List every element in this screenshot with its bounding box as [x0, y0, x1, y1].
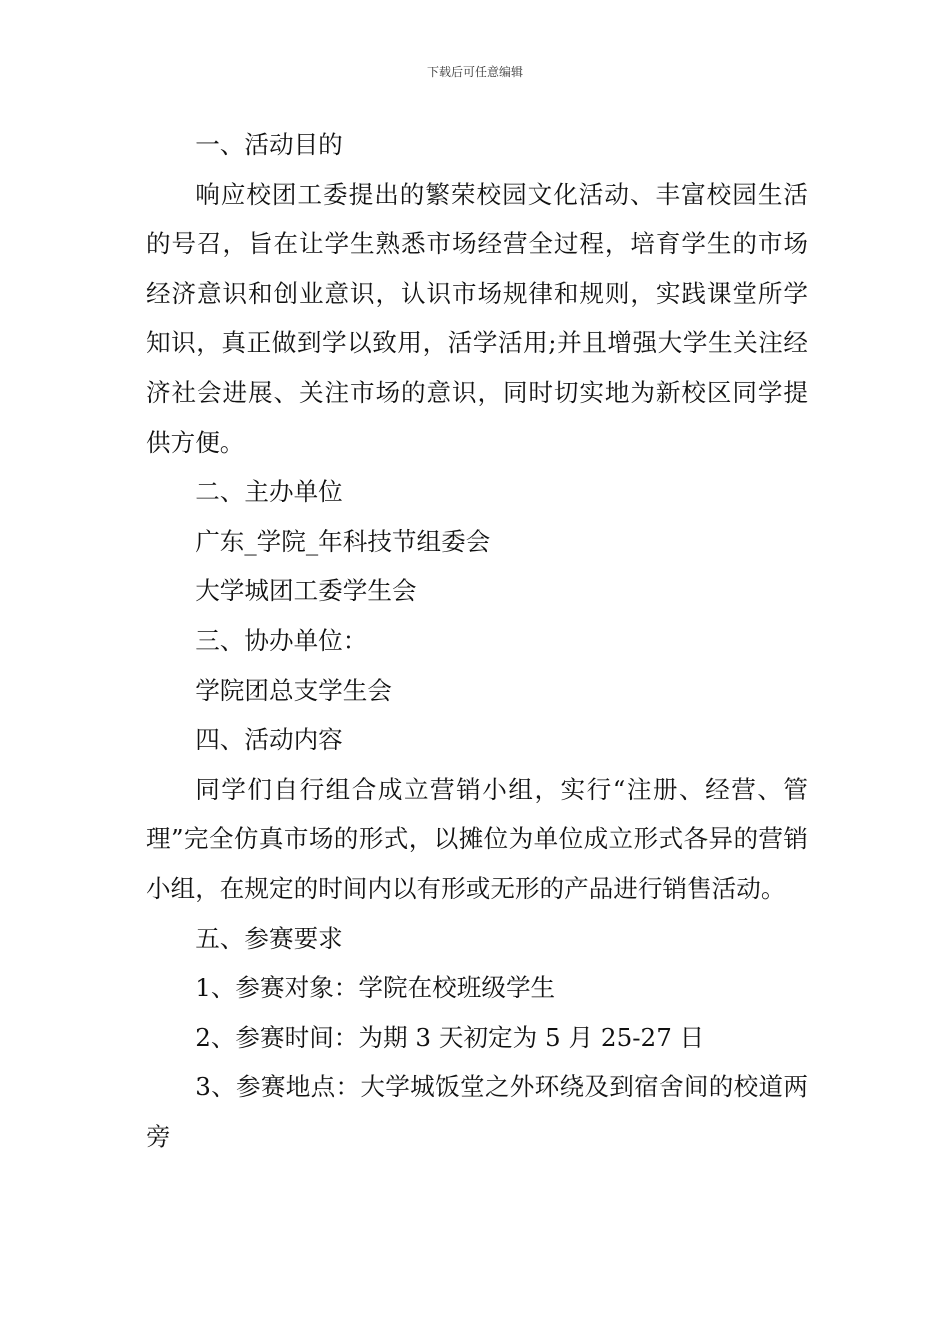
document-body	[146, 120, 808, 1161]
section-heading-organizer: 二、主办单位	[195, 477, 343, 507]
section-heading-purpose: 一、活动目的	[195, 130, 343, 159]
section-heading-co-organizer: 三、协办单位：	[195, 625, 368, 655]
paragraph-purpose: 响应校团工委提出的繁荣校园文化活动、丰富校园生活的号召，旨在让学生熟悉市场经营全过程，培育学生的市场经济意识和创业意识，认识市场规律和规则，实践课堂所学知识，真正做到学以致用，活学活用;并且增强大学生关注经济社会进展、关注市场的意识，同时切实地为新校区同学提供方便。	[146, 179, 808, 457]
page-header: 下载后可任意编辑	[426, 65, 523, 79]
requirement-1: 1、参赛对象：学院在校班级学生	[195, 973, 556, 1003]
section-heading-requirements: 五、参赛要求	[195, 923, 343, 953]
requirement-2: 2、参赛时间：为期 3 天初定为 5 月 25-27 日	[195, 1022, 705, 1052]
requirement-3: 3、参赛地点：大学城饭堂之外环绕及到宿舍间的校道两旁	[146, 1072, 808, 1151]
section-heading-content: 四、活动内容	[195, 725, 343, 755]
paragraph-content: 同学们自行组合成立营销小组，实行“注册、经营、管理”完全仿真市场的形式，以摊位为单位成立形式各异的营销小组，在规定的时间内以有形或无形的产品进行销售活动。	[146, 774, 808, 903]
organizer-1: 广东_学院_年科技节组委会	[195, 526, 491, 556]
organizer-2: 大学城团工委学生会	[195, 576, 417, 606]
co-organizer-1: 学院团总支学生会	[195, 675, 392, 705]
